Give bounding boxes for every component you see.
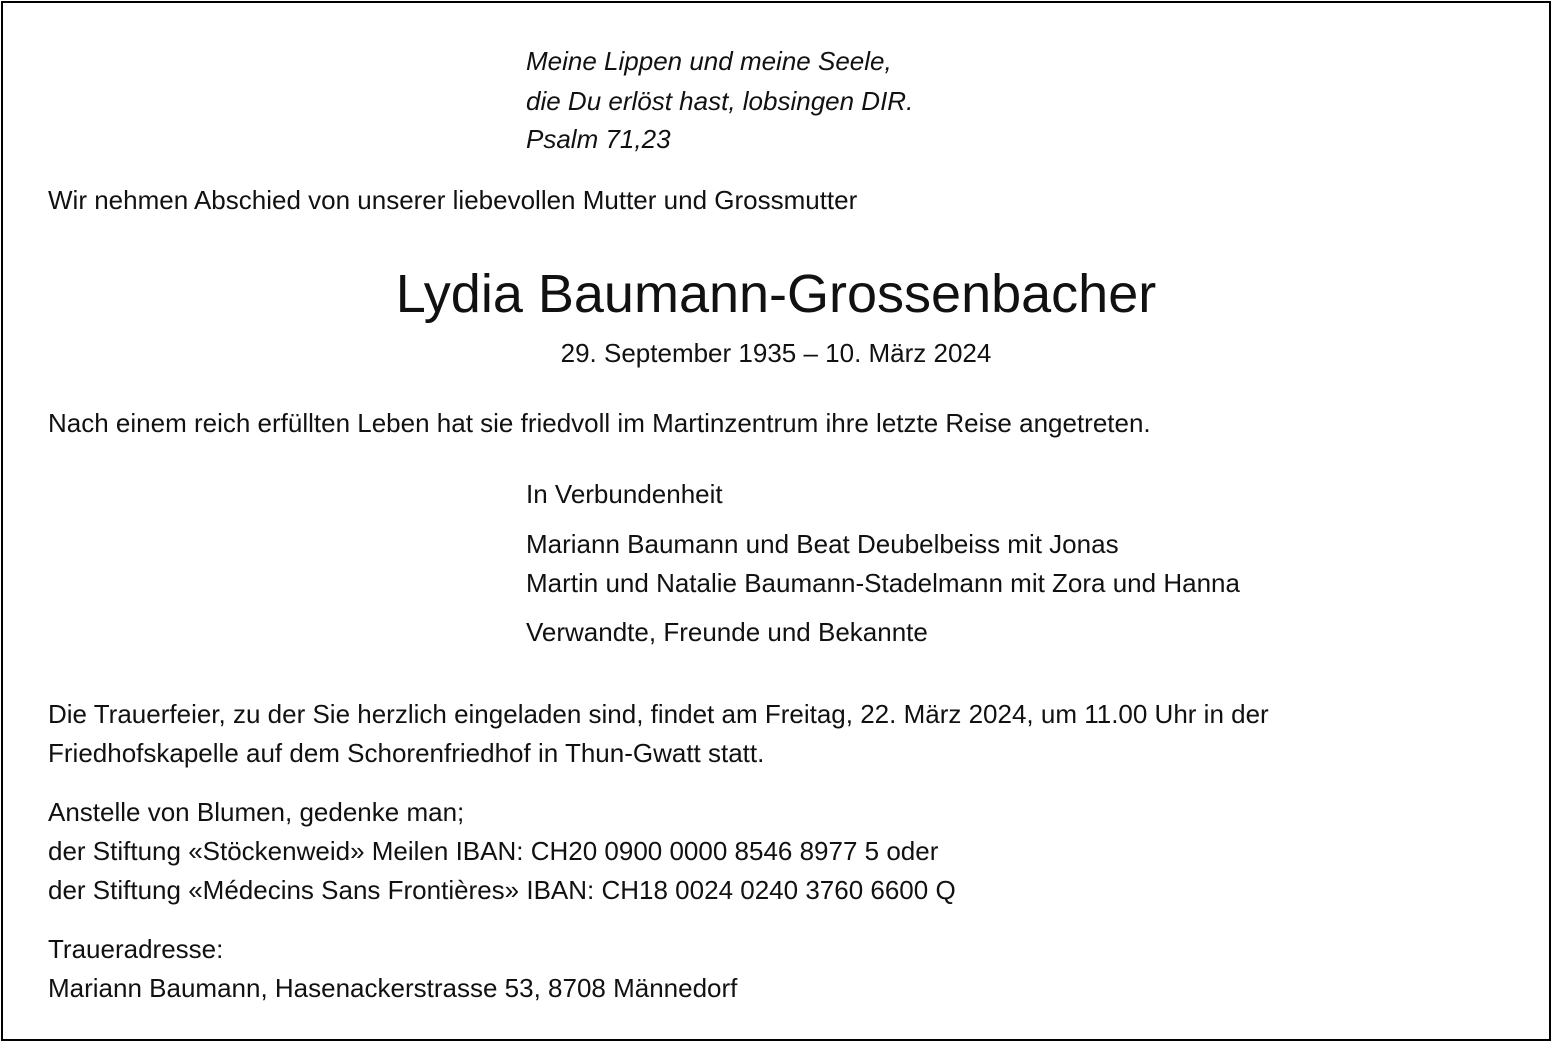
deceased-name: Lydia Baumann-Grossenbacher <box>395 264 1157 324</box>
verse-reference: Psalm 71,23 <box>526 124 671 154</box>
mourner-family-line: Mariann Baumann und Beat Deubelbeiss mit Jonas <box>526 529 1119 559</box>
funeral-info-line-2: Friedhofskapelle auf dem Schorenfriedhof in Thun-Gwatt statt. <box>48 738 765 768</box>
verse-line-2: die Du erlöst hast, lobsingen DIR. <box>526 86 914 116</box>
mourning-address-label: Traueradresse: <box>48 934 224 964</box>
mourning-address: Mariann Baumann, Hasenackerstrasse 53, 8708 Männedorf <box>48 973 738 1003</box>
donation-line: der Stiftung «Stöckenweid» Meilen IBAN: CH20 0900 0000 8546 8977 5 oder <box>48 836 939 866</box>
donations-intro: Anstelle von Blumen, gedenke man; <box>48 797 465 827</box>
funeral-info-line-1: Die Trauerfeier, zu der Sie herzlich eingeladen sind, findet am Freitag, 22. März 2024, um 11.00 Uhr in der <box>48 699 1269 729</box>
obituary-notice <box>1 1 1551 1041</box>
verse-line-1: Meine Lippen und meine Seele, <box>526 46 892 76</box>
mourners-others: Verwandte, Freunde und Bekannte <box>526 617 928 647</box>
mourners-heading: In Verbundenheit <box>526 479 723 509</box>
mourner-family-line: Martin und Natalie Baumann-Stadelmann mit Zora und Hanna <box>526 568 1240 598</box>
donation-line: der Stiftung «Médecins Sans Frontières» IBAN: CH18 0024 0240 3760 6600 Q <box>48 875 956 905</box>
intro-text: Wir nehmen Abschied von unserer liebevollen Mutter und Grossmutter <box>48 185 858 215</box>
life-dates: 29. September 1935 – 10. März 2024 <box>560 338 992 368</box>
life-statement: Nach einem reich erfüllten Leben hat sie friedvoll im Martinzentrum ihre letzte Reise angetreten. <box>48 408 1151 438</box>
